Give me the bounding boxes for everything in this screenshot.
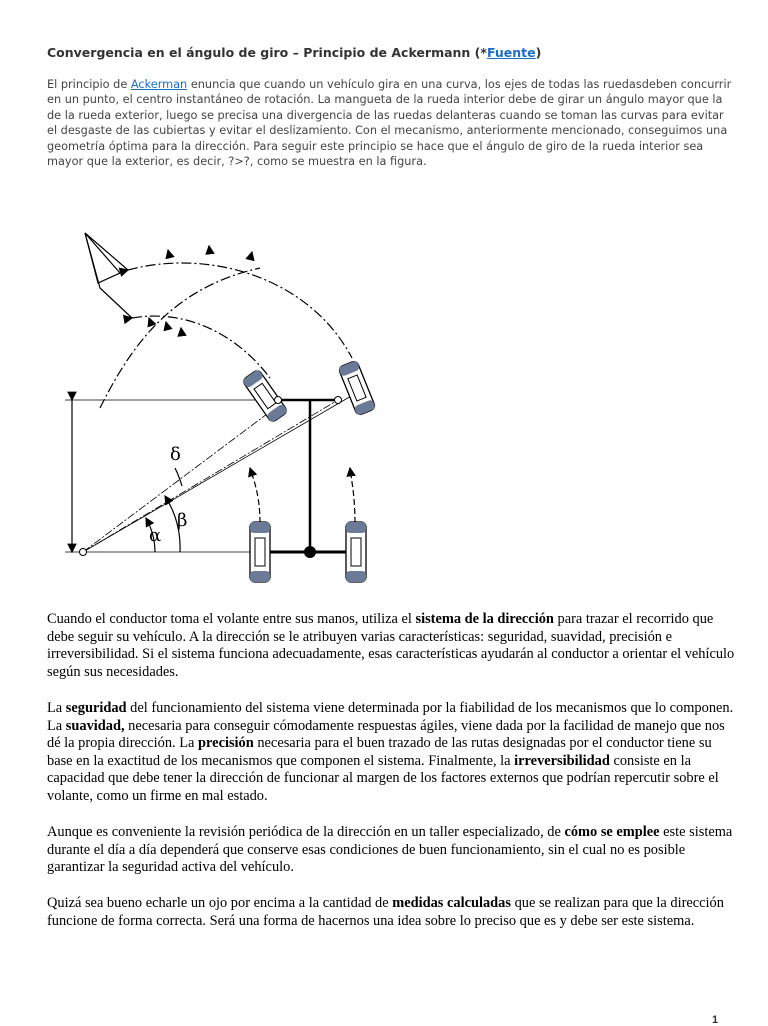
rear-right-wheel (346, 522, 366, 582)
front-left-wheel (242, 369, 288, 423)
delta-label: δ (170, 444, 181, 465)
page-number: 1 (712, 1014, 719, 1026)
intro-text-start: El principio de (47, 78, 131, 91)
outer-path-curve (128, 263, 352, 358)
title-suffix: ) (535, 45, 542, 60)
paragraph-3: Aunque es conveniente la revisión periódica de la dirección en un taller especializado, de cómo se emplee este sistema durante el día a día dependerá que conserve esas condiciones de buen funcionamiento, sin el cual no es posible garantizar la seguridad activa del vehículo. (47, 824, 733, 875)
paragraph-2: La seguridad del funcionamiento del sistema viene determinada por la fiabilidad de los mecanismos que lo componen. La suavidad, necesaria para conseguir cómodamente respuestas ágiles, viene dada por la facilidad de manejo que nos dé la propia dirección. La precisión necesaria para el buen trazado de las rutas designadas por el conductor tiene su base en la exactitud de los mecanismos que componen el sistema. Finalmente, la irreversibilidad consiste en la capacidad que debe tener la dirección de funcionar al margen de los factores externos que podrían repercutir sobre el volante, como un firme en mal estado. (47, 700, 734, 804)
title-text: Convergencia en el ángulo de giro – Principio de Ackermann (* (47, 45, 487, 60)
ackerman-link[interactable]: Ackerman (130, 78, 188, 91)
paragraph-4: Quizá sea bueno echarle un ojo por encima a la cantidad de medidas calculadas que se realizan para que la dirección funcione de forma correcta. Será una forma de hacernos una idea sobre lo preciso que es y debe ser este sistema. (47, 895, 724, 929)
article-title (47, 45, 737, 60)
alpha-label: α (149, 525, 162, 546)
source-link[interactable]: Fuente (486, 45, 536, 60)
inner-path-curve (132, 316, 270, 378)
paragraph-1: Cuando el conductor toma el volante entre sus manos, utiliza el sistema de la dirección para trazar el recorrido que debe seguir su vehículo. A la dirección se le atribuyen varias características: seguridad, suavidad, precisión e irreversibilidad. Si el sistema funciona adecuadamente, esas características ayudarán al conductor a orientar el vehículo según sus necesidades. (47, 611, 735, 680)
rear-left-wheel (250, 522, 270, 582)
ackermann-diagram (60, 228, 390, 593)
intro-text-rest: enuncia que cuando un vehículo gira en una curva, los ejes de todas las ruedasdeben concurrir en un punto, el centro instantáneo de rotación. La mangueta de la rueda interior debe de girar un ángulo mayor que la de la rueda exterior, luego se precisa una divergencia de las ruedas delanteras cuando se toman las curvas para evitar el desgaste de las cubiertas y evitar el deslizamiento. Con el mecanismo, anteriormente mencionado, conseguimos una geometría óptima para la dirección. Para seguir este principio se hace que el ángulo de giro de la rueda interior sea mayor que la exterior, es decir, ?>?, como se muestra en la figura. (47, 78, 732, 169)
turn-arrow-outer (100, 268, 260, 408)
front-right-wheel (338, 360, 376, 416)
beta-label: β (177, 510, 188, 531)
intro-paragraph (47, 77, 737, 169)
